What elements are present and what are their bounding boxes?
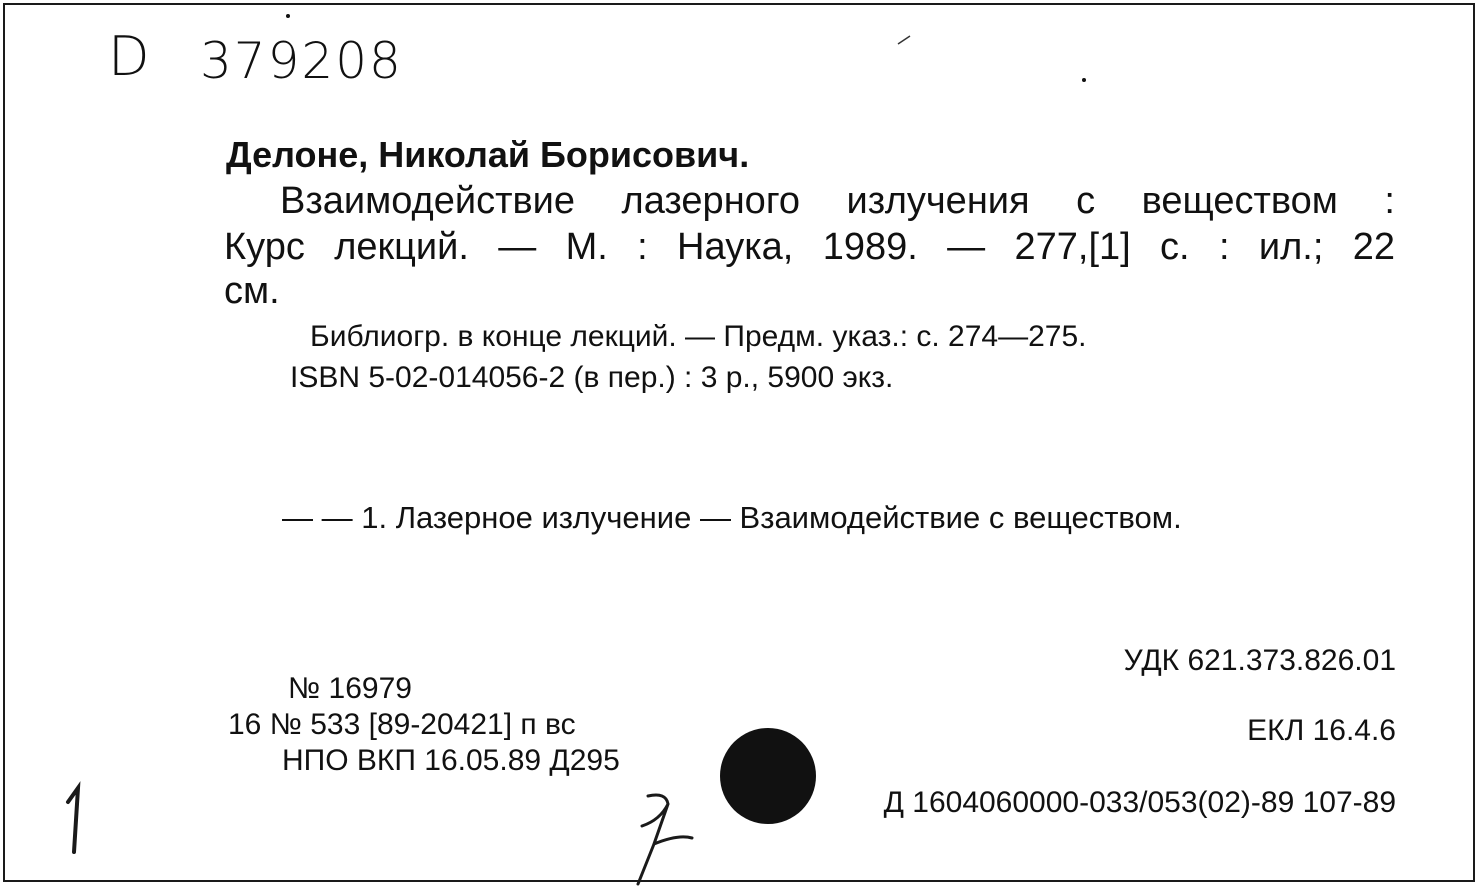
handwritten-one	[60, 780, 90, 860]
title-line-1: Взаимодействие лазерного излучения с веществом :	[280, 180, 1395, 222]
inventory-number: № 16979	[288, 672, 412, 705]
isbn-note: ISBN 5-02-014056-2 (в пер.) : 3 р., 5900 экз.	[290, 361, 894, 394]
punch-hole	[720, 728, 816, 824]
call-number: 379208	[200, 32, 403, 90]
publisher-code: Д 1604060000-033/053(02)-89 107-89	[883, 786, 1396, 819]
title-line-2: Курс лекций. — М. : Наука, 1989. — 277,[1] с. : ил.; 22	[224, 226, 1395, 268]
udc-code: УДК 621.373.826.01	[1123, 644, 1396, 677]
producer-line: НПО ВКП 16.05.89 Д295	[282, 744, 620, 777]
author-heading: Делоне, Николай Борисович.	[226, 134, 750, 175]
call-mark: D	[108, 25, 152, 88]
pen-tick	[896, 34, 912, 46]
handwritten-seven	[620, 786, 700, 886]
bibliography-note: Библиогр. в конце лекций. — Предм. указ.: с. 274—275.	[310, 320, 1087, 353]
subject-tracing: — — 1. Лазерное излучение — Взаимодействие с веществом.	[282, 500, 1182, 535]
speck	[286, 14, 290, 18]
order-line: 16 № 533 [89-20421] п вс	[228, 708, 576, 741]
title-line-3: см.	[224, 270, 280, 312]
ekl-code: ЕКЛ 16.4.6	[1247, 714, 1396, 747]
speck	[1082, 78, 1086, 82]
